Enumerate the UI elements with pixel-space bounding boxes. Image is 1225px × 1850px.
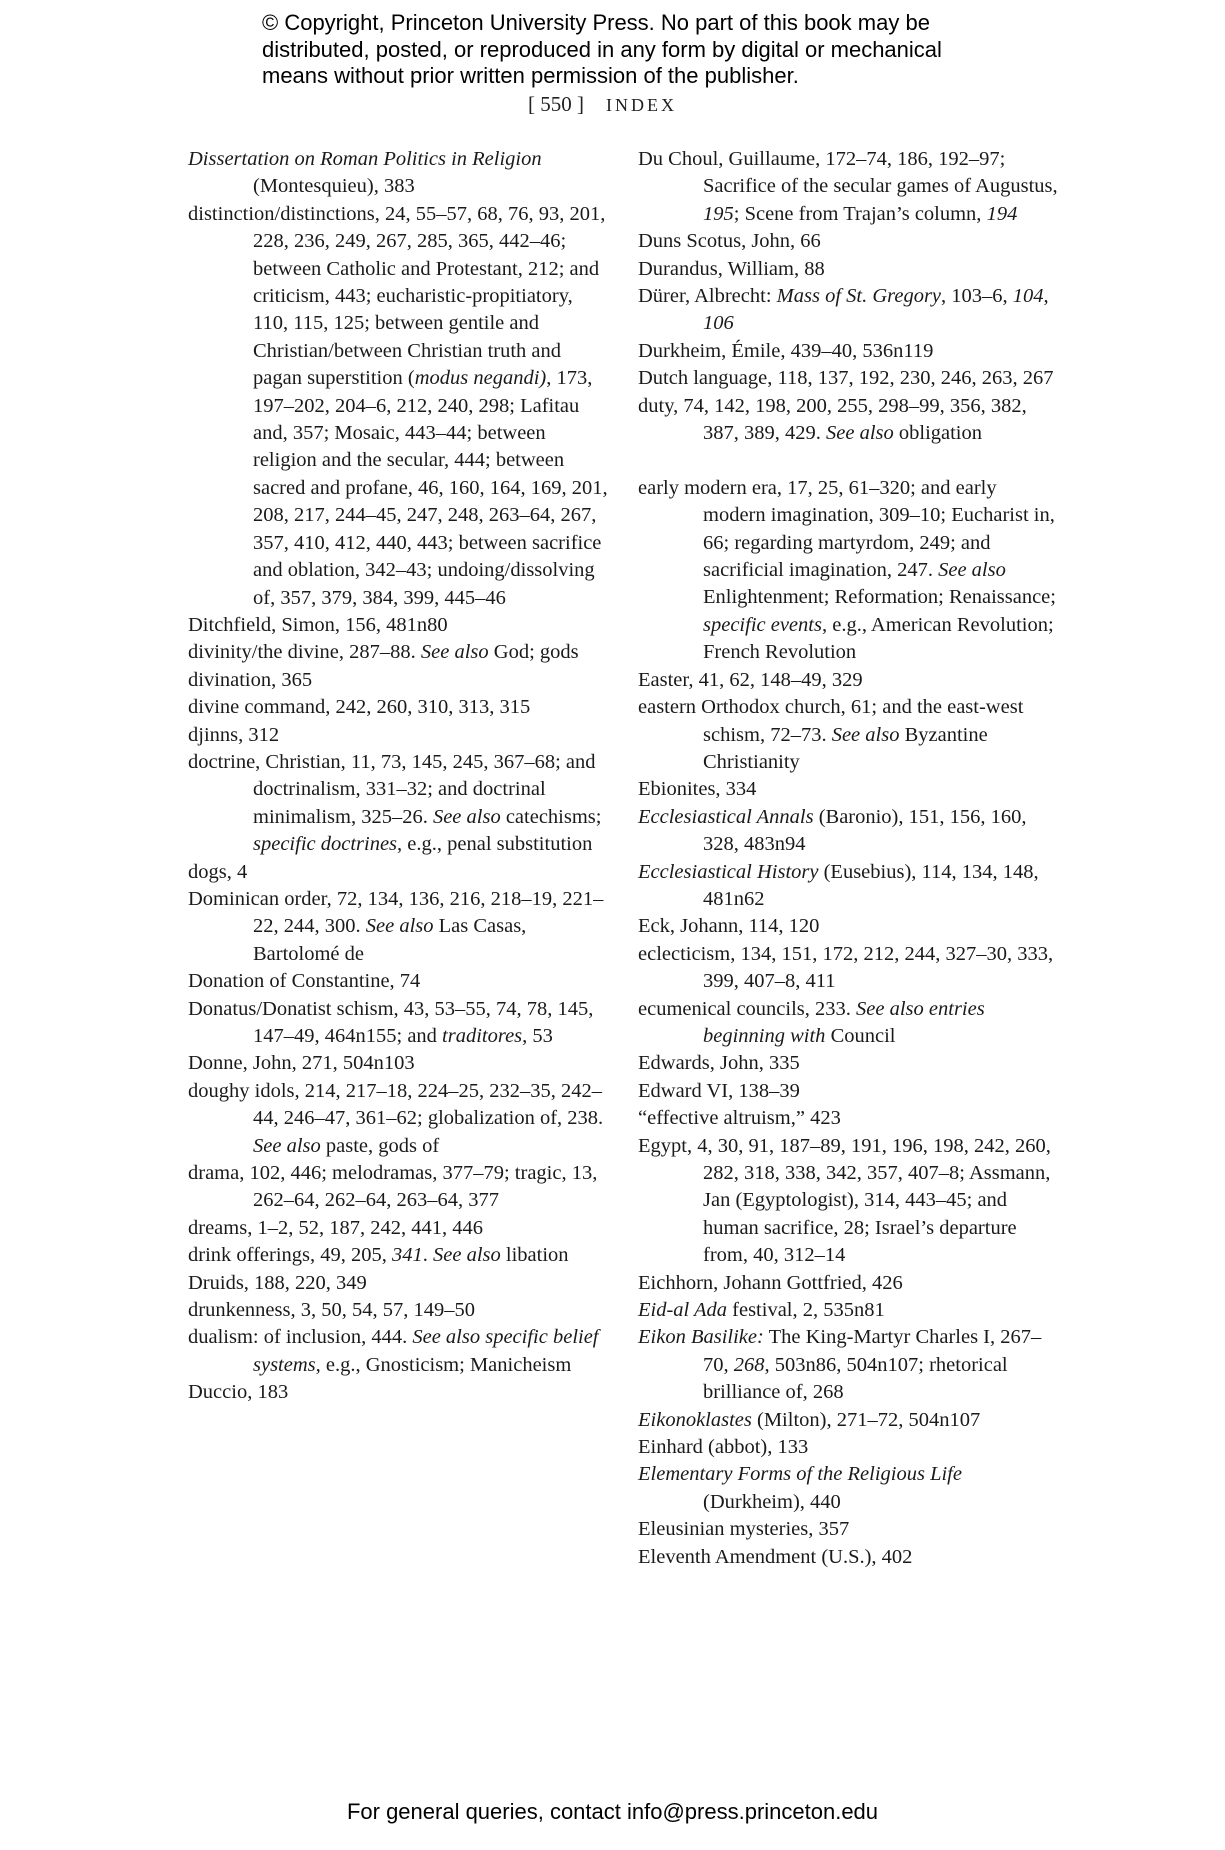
- index-entry-text: Donne, John, 271, 504n103: [188, 1052, 415, 1075]
- index-entry: [638, 941, 1058, 996]
- index-entry-text: , 53: [522, 1025, 553, 1047]
- index-entry-text: (Milton), 271–72, 504n107: [751, 1408, 981, 1431]
- index-entry-text: divinity/the divine, 287–88.: [188, 641, 421, 664]
- index-entry: [638, 1324, 1058, 1406]
- index-entry: [188, 996, 608, 1051]
- index-entry: [188, 1379, 608, 1406]
- index-entry: [638, 804, 1058, 859]
- index-entry: [638, 667, 1058, 694]
- index-entry-text: Enlightenment; Reformation; Renaissance;: [703, 586, 1056, 609]
- index-entry-italic-text: 195: [703, 202, 734, 225]
- index-entry-text: .: [422, 1244, 434, 1267]
- index-entry-text: duty, 74, 142, 198, 200, 255, 298–99, 356, 382, 387, 389, 429.: [638, 394, 1027, 445]
- index-entry-italic-text: Eikon Basilike:: [638, 1326, 764, 1349]
- index-entry-italic-text: Dissertation on Roman Politics in Religion: [188, 148, 542, 170]
- index-entry-text: Donatus/Donatist schism, 43, 53–55, 74, 78, 145, 147–49, 464n155; and: [188, 997, 594, 1047]
- index-entry-italic-text: See also: [420, 641, 489, 664]
- copyright-line: means without prior written permission of the publisher.: [262, 63, 799, 88]
- index-entry: [188, 1270, 608, 1297]
- index-entry-text: divine command, 242, 260, 310, 313, 315: [188, 696, 531, 719]
- index-entry: [188, 201, 608, 612]
- index-entry-text: , e.g., penal substitution: [397, 833, 593, 856]
- index-entry: [188, 1160, 608, 1215]
- index-entry-italic-text: modus negandi): [414, 367, 547, 390]
- index-entry-text: (Durkheim), 440: [703, 1490, 841, 1513]
- index-entry-italic-text: 104: [1012, 285, 1044, 308]
- index-entry-text: Las Casas, Bartolomé de: [253, 915, 527, 965]
- index-entry-text: Durkheim, Émile, 439–40, 536n119: [638, 339, 934, 362]
- index-entry-italic-text: Eikonoklastes: [638, 1408, 752, 1431]
- index-entry: [638, 1297, 1058, 1324]
- index-entry-italic-text: See also: [831, 723, 900, 746]
- index-entry-text: Dutch language, 118, 137, 192, 230, 246, 263, 267: [638, 367, 1054, 390]
- index-entry-text: Druids, 188, 220, 349: [188, 1271, 367, 1294]
- index-entry-text: eastern Orthodox church, 61; and the east-west schism, 72–73.: [638, 696, 1024, 746]
- index-entry-text: , 103–6,: [941, 285, 1013, 308]
- index-entry-italic-text: See also: [365, 915, 434, 938]
- index-entry: [638, 1078, 1058, 1105]
- index-entry: [638, 913, 1058, 940]
- index-entry-italic-text: See also: [826, 422, 894, 445]
- index-entry: [638, 776, 1058, 803]
- index-entry-text: The King-Martyr Charles I, 267–70,: [703, 1326, 1042, 1376]
- index-entry: [188, 1242, 608, 1269]
- index-entry: [188, 1215, 608, 1242]
- index-entry-italic-text: See also: [938, 559, 1006, 582]
- index-entry: [638, 1270, 1058, 1297]
- copyright-line: © Copyright, Princeton University Press. No part of this book may be: [262, 10, 930, 35]
- index-entry: [188, 886, 608, 968]
- index-entry: [638, 256, 1058, 283]
- index-entry: [638, 694, 1058, 776]
- index-entry: [188, 749, 608, 859]
- index-entry-text: drink offerings, 49, 205,: [188, 1244, 393, 1267]
- index-column-right: [638, 146, 1058, 1571]
- index-entry-text: drama, 102, 446; melodramas, 377–79; tragic, 13, 262–64, 262–64, 263–64, 377: [188, 1162, 598, 1212]
- index-entry: [188, 639, 608, 666]
- index-entry-text: eclecticism, 134, 151, 172, 212, 244, 327–30, 333, 399, 407–8, 411: [638, 942, 1054, 993]
- index-entry: [188, 612, 608, 639]
- index-entry-text: ,: [1043, 285, 1049, 308]
- index-entry-italic-text: specific events: [703, 613, 822, 636]
- index-entry-text: , 503n86, 504n107; rhetorical brilliance of, 268: [703, 1353, 1008, 1404]
- index-entry-text: Eleusinian mysteries, 357: [638, 1518, 850, 1541]
- index-entry-text: dualism: of inclusion, 444.: [188, 1326, 413, 1349]
- index-entry-text: paste, gods of: [320, 1134, 440, 1157]
- index-entry: [188, 146, 608, 201]
- index-entry-text: God; gods: [488, 641, 579, 664]
- index-entry: [188, 1078, 608, 1160]
- index-entry: [638, 996, 1058, 1051]
- index-entry-italic-text: Ecclesiastical Annals: [638, 805, 814, 828]
- index-entry: [638, 1407, 1058, 1434]
- index-entry-text: dogs, 4: [188, 860, 248, 883]
- copyright-notice: [262, 10, 1022, 90]
- index-entry-text: catechisms;: [500, 805, 602, 828]
- index-entry-text: Edward VI, 138–39: [638, 1079, 800, 1102]
- index-entry: [638, 1133, 1058, 1270]
- index-entry-text: drunkenness, 3, 50, 54, 57, 149–50: [188, 1299, 475, 1322]
- index-entry-italic-text: 106: [703, 312, 734, 335]
- index-entry: [638, 338, 1058, 365]
- index-entry-text: (Baronio), 151, 156, 160, 328, 483n94: [703, 805, 1027, 856]
- index-entry: [638, 146, 1058, 228]
- letter-section-gap: [638, 447, 1058, 474]
- running-head: [528, 92, 677, 117]
- index-entry-text: early modern era, 17, 25, 61–320; and early modern imagination, 309–10; Eucharist in, 66; regarding martyrdom, 249; and sacrificial imagination, 247.: [638, 476, 1055, 582]
- index-entry: [638, 1050, 1058, 1077]
- index-entry-italic-text: See also: [253, 1134, 321, 1157]
- index-entry: [188, 968, 608, 995]
- index-entry: [188, 694, 608, 721]
- index-entry-text: , e.g., American Revolution; French Revolution: [703, 613, 1054, 664]
- index-entry-text: Dominican order, 72, 134, 136, 216, 218–19, 221–22, 244, 300.: [188, 887, 604, 938]
- index-entry-text: Durandus, William, 88: [638, 257, 825, 280]
- index-entry: [638, 1516, 1058, 1543]
- index-entry-text: libation: [500, 1244, 569, 1267]
- index-entry-italic-text: See also: [432, 805, 501, 828]
- index-entry-text: dreams, 1–2, 52, 187, 242, 441, 446: [188, 1216, 483, 1239]
- index-entry-text: Duns Scotus, John, 66: [638, 230, 821, 253]
- index-entry: [638, 1544, 1058, 1571]
- index-entry: [188, 1297, 608, 1324]
- index-entry-text: “effective altruism,” 423: [638, 1107, 841, 1130]
- index-entry-text: , 173, 197–202, 204–6, 212, 240, 298; Lafitau and, 357; Mosaic, 443–44; between religion and the secular, 444; between sacred and profane, 46, 160, 164, 169, 201, 208, 217, 244–45, 247, 248, 263–64, 267, 357, 410, 412, 440, 443; between sacrifice and oblation, 342–43; undoing/dissolving of, 357, 379, 384, 399, 445–46: [253, 367, 608, 609]
- index-entry-italic-text: See also specific belief systems: [253, 1326, 599, 1376]
- index-column-left: [188, 146, 608, 1407]
- index-entry-text: Duccio, 183: [188, 1381, 289, 1404]
- index-entry: [188, 1324, 608, 1379]
- index-entry: [638, 1105, 1058, 1132]
- index-entry: [638, 859, 1058, 914]
- index-entry-italic-text: See also: [433, 1244, 501, 1267]
- footer-contact: For general queries, contact info@press.princeton.edu: [346, 1799, 879, 1824]
- index-entry-text: distinction/distinctions, 24, 55–57, 68, 76, 93, 201, 228, 236, 249, 267, 285, 365, 442–46; between Catholic and Protestant, 212; and criticism, 443; eucharistic-propitiatory, 110, 115, 125; between gentile and Christian/between Christian truth and pagan superstition (: [188, 202, 606, 390]
- index-entry-text: Edwards, John, 335: [638, 1052, 800, 1075]
- index-entry-text: Donation of Constantine, 74: [188, 970, 421, 993]
- index-entry-text: Eleventh Amendment (U.S.), 402: [638, 1545, 913, 1568]
- index-entry: [638, 475, 1058, 667]
- index-entry-text: ; Scene from Trajan’s column,: [733, 202, 987, 225]
- index-entry: [638, 393, 1058, 448]
- index-entry: [188, 667, 608, 694]
- index-entry-italic-text: specific doctrines: [253, 833, 398, 856]
- index-entry-text: Einhard (abbot), 133: [638, 1436, 809, 1459]
- index-entry-text: obligation: [893, 422, 983, 445]
- index-entry-italic-text: Mass of St. Gregory: [776, 285, 942, 308]
- index-entry-text: Byzantine Christianity: [703, 723, 988, 773]
- index-entry-text: doctrine, Christian, 11, 73, 145, 245, 367–68; and doctrinalism, 331–32; and doctrinal minimalism, 325–26.: [188, 750, 596, 828]
- index-entry: [188, 722, 608, 749]
- index-entry-text: ecumenical councils, 233.: [638, 997, 857, 1020]
- index-entry-italic-text: 268: [733, 1353, 765, 1376]
- index-entry-italic-text: 341: [392, 1244, 423, 1267]
- section-title: INDEX: [606, 95, 677, 115]
- index-entry-text: Eichhorn, Johann Gottfried, 426: [638, 1271, 903, 1294]
- index-entry-text: (Montesquieu), 383: [253, 175, 415, 198]
- index-entry: [188, 859, 608, 886]
- index-entry-text: Dürer, Albrecht:: [638, 285, 777, 308]
- index-entry-text: , e.g., Gnosticism; Manicheism: [315, 1353, 572, 1376]
- index-entry: [638, 1461, 1058, 1516]
- index-entry-italic-text: Ecclesiastical History: [638, 860, 819, 883]
- index-entry-italic-text: Elementary Forms of the Religious Life: [638, 1463, 962, 1486]
- index-entry-text: (Eusebius), 114, 134, 148, 481n62: [703, 860, 1039, 910]
- index-entry-text: Eck, Johann, 114, 120: [638, 915, 820, 938]
- copyright-line: distributed, posted, or reproduced in any form by digital or mechanical: [262, 36, 942, 62]
- index-entry-italic-text: traditores: [442, 1025, 523, 1047]
- index-entry-text: Council: [825, 1024, 896, 1047]
- index-entry-italic-text: Eid-al Ada: [638, 1299, 728, 1322]
- index-entry: [638, 228, 1058, 255]
- index-entry-text: Easter, 41, 62, 148–49, 329: [638, 668, 863, 691]
- index-entry-text: Egypt, 4, 30, 91, 187–89, 191, 196, 198, 242, 260, 282, 318, 338, 342, 357, 407–8; Assmann, Jan (Egyptologist), 314, 443–45; and human sacrifice, 28; Israel’s departure from, 40, 312–14: [638, 1134, 1051, 1267]
- index-entry-text: Du Choul, Guillaume, 172–74, 186, 192–97; Sacrifice of the secular games of Augustus,: [638, 148, 1058, 198]
- index-entry-text: djinns, 312: [188, 723, 280, 746]
- index-entry-text: doughy idols, 214, 217–18, 224–25, 232–35, 242–44, 246–47, 361–62; globalization of, 238.: [188, 1079, 604, 1130]
- index-entry-text: divination, 365: [188, 668, 313, 691]
- index-entry: [638, 1434, 1058, 1461]
- index-entry-text: Ebionites, 334: [638, 778, 757, 801]
- page-number: [ 550 ]: [528, 92, 584, 116]
- index-entry: [638, 365, 1058, 392]
- index-entry-italic-text: See also entries beginning with: [703, 997, 985, 1047]
- index-entry-text: festival, 2, 535n81: [727, 1299, 885, 1322]
- index-entry-text: Ditchfield, Simon, 156, 481n80: [188, 613, 448, 636]
- index-entry: [638, 283, 1058, 338]
- index-entry: [188, 1050, 608, 1077]
- index-entry-italic-text: 194: [986, 202, 1018, 225]
